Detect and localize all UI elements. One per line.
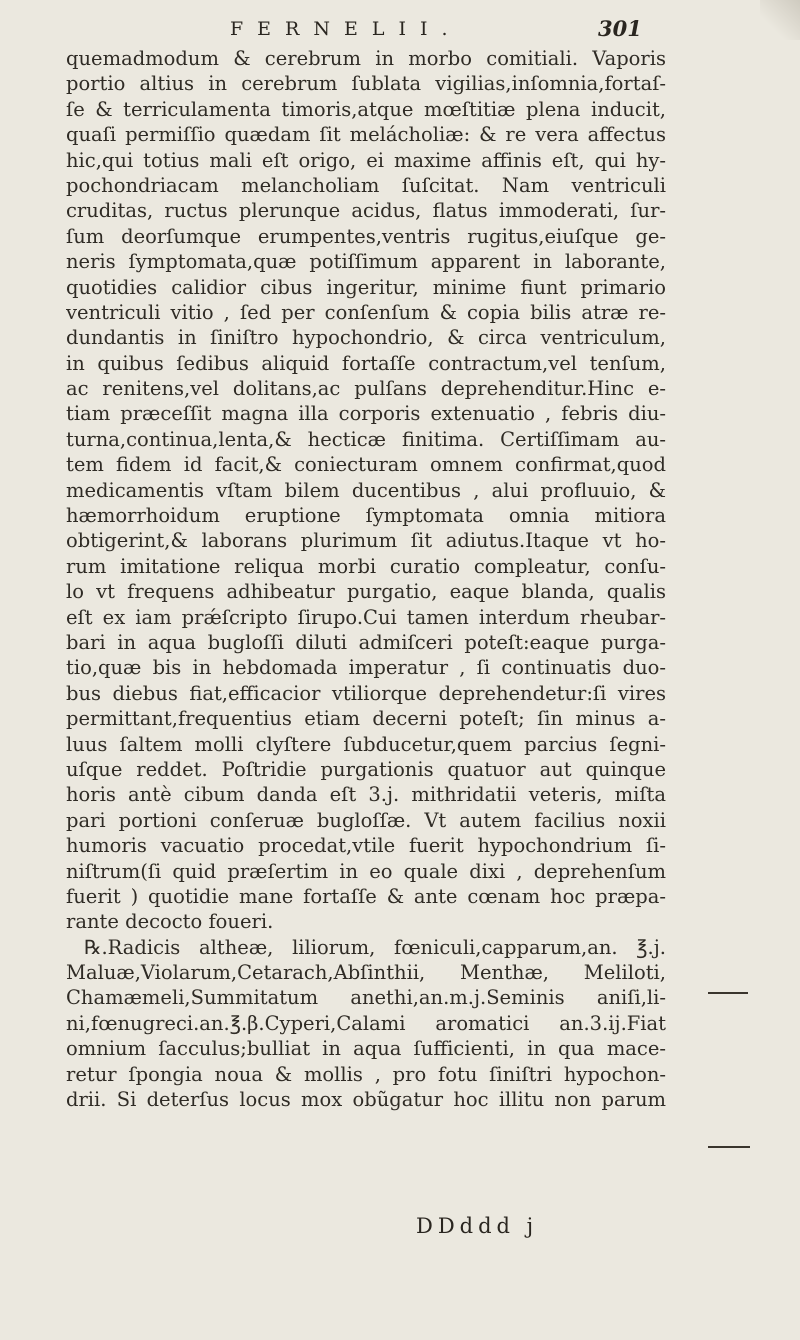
text-line: Maluæ,Violarum,Cetarach,Abſinthii, Menthæ, Meliloti,	[66, 961, 666, 985]
margin-mark	[708, 1146, 750, 1148]
text-line: ac renitens,vel dolitans,ac pulſans deprehenditur.Hinc e-	[66, 377, 666, 401]
text-line: cruditas, ructus plerunque acidus, flatus immoderati, ſur-	[66, 199, 666, 223]
text-line: humoris vacuatio procedat,vtile fuerit hypochondrium ſi-	[66, 834, 666, 858]
text-line: pochondriacam melancholiam ſuſcitat. Nam ventriculi	[66, 173, 666, 197]
text-line: in quibus ſedibus aliquid fortaſſe contractum,vel tenſum,	[66, 351, 666, 375]
text-line: quotidies calidior cibus ingeritur, minime fiunt primario	[66, 275, 666, 299]
text-line: rum imitatione reliqua morbi curatio compleatur, conſu-	[66, 554, 666, 578]
text-line: fuerit ) quotidie mane fortaſſe & ante cœnam hoc præpa-	[66, 884, 666, 908]
text-line: dundantis in ſiniſtro hypochondrio, & circa ventriculum,	[66, 326, 666, 350]
text-line: lo vt frequens adhibeatur purgatio, eaque blanda, qualis	[66, 580, 666, 604]
text-line: niſtrum(ſi quid præſertim in eo quale dixi , deprehenſum	[66, 859, 666, 883]
text-line: omnium ſacculus;bulliat in aqua ſufficienti, in qua mace-	[66, 1037, 666, 1061]
page-number: 301	[598, 16, 642, 41]
text-line: rante decocto foueri.	[66, 910, 274, 934]
text-line: retur ſpongia noua & mollis , pro fotu ſiniſtri hypochon-	[66, 1062, 666, 1086]
text-line: horis antè cibum danda eſt 3.j. mithridatii veteris, miſta	[66, 783, 666, 807]
text-line: quaſi permiſſio quædam ſit melácholiæ: & re vera affectus	[66, 123, 666, 147]
text-line: medicamentis vſtam bilem ducentibus , alui profluuio, &	[66, 478, 666, 502]
text-line: turna,continua,lenta,& hecticæ finitima. Certiſſimam au-	[66, 427, 666, 451]
text-line: portio altius in cerebrum ſublata vigilias,inſomnia,fortaſ-	[66, 72, 666, 96]
text-line: permittant,frequentius etiam decerni poteſt; ſin minus a-	[66, 707, 666, 731]
text-line: obtigerint,& laborans plurimum ſit adiutus.Itaque vt ho-	[66, 529, 666, 553]
text-line: uſque reddet. Poſtridie purgationis quatuor aut quinque	[66, 757, 666, 781]
signature-mark: DDddd j	[416, 1214, 539, 1238]
margin-mark	[708, 992, 748, 994]
text-line: pari portioni conſeruæ bugloſſæ. Vt autem facilius noxii	[66, 808, 666, 832]
running-title: FERNELII.	[230, 18, 462, 40]
text-line: bus diebus fiat,efficacior vtiliorque deprehendetur:ſi vires	[66, 681, 666, 705]
text-line: ſe & terriculamenta timoris,atque mœſtitiæ plena inducit,	[66, 97, 666, 121]
text-line: neris ſymptomata,quæ potiſſimum apparent in laborante,	[66, 250, 666, 274]
text-line: ni,fœnugreci.an.℥.β.Cyperi,Calami aromatici an.3.ij.Fiat	[66, 1011, 666, 1035]
text-line: ſum deorſumque erumpentes,ventris rugitus,eiuſque ge-	[66, 224, 666, 248]
main-text-block	[66, 46, 666, 1112]
running-head	[0, 18, 800, 48]
text-line: bari in aqua bugloſſi diluti admiſceri poteſt:eaque purga-	[66, 630, 666, 654]
text-line: quemadmodum & cerebrum in morbo comitiali. Vaporis	[66, 47, 666, 70]
text-line: drii. Si deterſus locus mox obũgatur hoc illitu non parum	[66, 1088, 666, 1112]
text-line: tio,quæ bis in hebdomada imperatur , ſi continuatis duo-	[66, 656, 666, 680]
text-line: luus ſaltem molli clyſtere ſubducetur,quem parcius ſegni-	[66, 732, 666, 756]
text-line: ℞.Radicis altheæ, liliorum, fœniculi,capparum,an. ℥.j.	[84, 935, 666, 959]
text-line: ventriculi vitio , ſed per conſenſum & copia bilis atræ re-	[66, 300, 666, 324]
text-line: tiam præceſſit magna illa corporis extenuatio , febris diu-	[66, 402, 666, 426]
text-line: hæmorrhoidum eruptione ſymptomata omnia mitiora	[66, 504, 666, 528]
text-line: eſt ex iam prǽſcripto ſirupo.Cui tamen interdum rheubar-	[66, 605, 666, 629]
text-line: Chamæmeli,Summitatum anethi,an.m.j.Seminis aniſi,li-	[66, 986, 666, 1010]
text-line: tem fidem id facit,& coniecturam omnem confirmat,quod	[66, 453, 666, 477]
text-line: hic,qui totius mali eſt origo, ei maxime affinis eſt, qui hy-	[66, 148, 666, 172]
